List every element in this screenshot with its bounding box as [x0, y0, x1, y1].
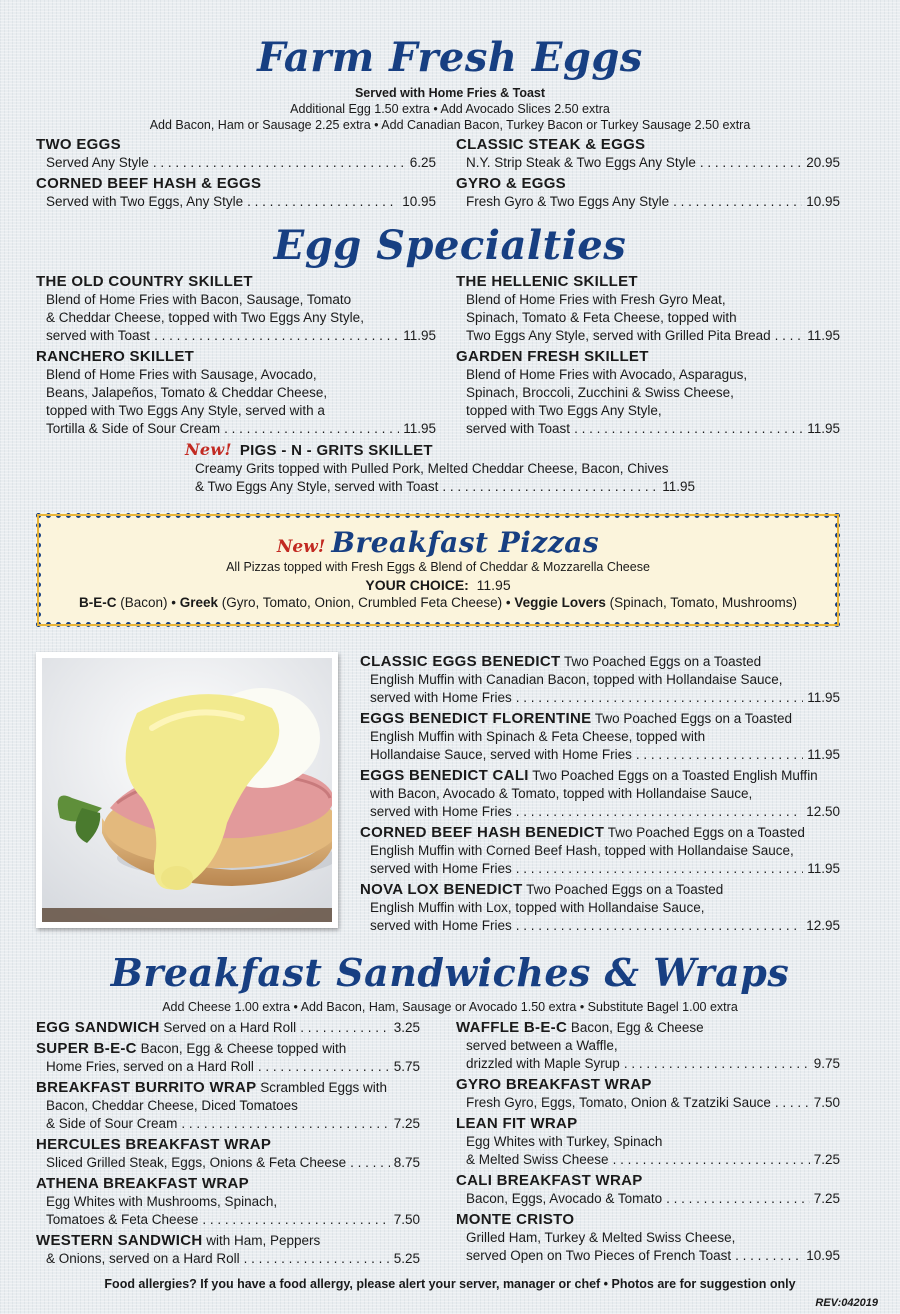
item-desc: drizzled with Maple Syrup	[466, 1056, 620, 1071]
item-desc: N.Y. Strip Steak & Two Eggs Any Style	[466, 155, 696, 170]
item-name: New! PIGS - N - GRITS SKILLET	[185, 440, 433, 459]
item-desc: Scrambled Eggs with	[256, 1080, 388, 1095]
menu-item	[36, 1135, 420, 1172]
farm-served-note: Served with Home Fries & Toast	[354, 86, 546, 100]
item-price: 8.75	[393, 1155, 420, 1170]
item-desc: Served with Two Eggs, Any Style	[46, 194, 244, 209]
item-price-line	[456, 193, 840, 211]
item-price: 7.25	[393, 1116, 420, 1131]
menu-item	[36, 1039, 420, 1076]
item-desc: Fresh Gyro & Two Eggs Any Style	[466, 194, 670, 209]
item-desc: Bacon, Egg & Cheese	[567, 1020, 704, 1035]
item-name: THE HELLENIC SKILLET	[456, 273, 638, 290]
item-price-line	[456, 1055, 840, 1073]
menu-item	[360, 823, 840, 878]
item-desc: served between a Waffle,	[466, 1038, 618, 1053]
section-title-breakfast-pizzas: Breakfast Pizzas	[331, 526, 600, 559]
item-name: MONTE CRISTO	[456, 1211, 575, 1228]
item-desc: Served Any Style	[46, 155, 149, 170]
item-desc: English Muffin with Corned Beef Hash, topped with Hollandaise Sauce,	[370, 843, 794, 858]
pizza-option-desc: (Gyro, Tomato, Onion, Crumbled Feta Cheese) •	[218, 595, 515, 610]
item-desc: Two Eggs Any Style, served with Grilled Pita Bread	[466, 328, 771, 343]
item-desc: Egg Whites with Turkey, Spinach	[466, 1134, 663, 1149]
item-desc: Fresh Gyro, Eggs, Tomato, Onion & Tzatziki Sauce	[466, 1095, 771, 1110]
item-desc: Hollandaise Sauce, served with Home Fries	[370, 747, 632, 762]
item-desc: Bacon, Cheddar Cheese, Diced Tomatoes	[46, 1098, 298, 1113]
eggs-benedict-photo	[36, 652, 338, 928]
item-desc: Blend of Home Fries with Sausage, Avocado,	[46, 367, 317, 382]
menu-item	[456, 135, 840, 172]
item-desc: & Cheddar Cheese, topped with Two Eggs Any Style,	[46, 310, 364, 325]
menu-item	[360, 880, 840, 935]
menu-item	[36, 1231, 420, 1268]
menu-item	[456, 1018, 840, 1073]
pizza-options	[41, 595, 835, 610]
item-name: CALI BREAKFAST WRAP	[456, 1172, 643, 1189]
item-price-line	[36, 1115, 420, 1133]
menu-item	[456, 1171, 840, 1208]
item-price-line	[456, 1247, 840, 1265]
item-desc: Two Poached Eggs on a Toasted	[591, 711, 793, 726]
item-desc: Beans, Jalapeños, Tomato & Cheddar Cheese,	[46, 385, 328, 400]
revision-code: REV:042019	[815, 1297, 878, 1309]
pizza-choice-price: 11.95	[476, 577, 511, 593]
item-name: CORNED BEEF HASH & EGGS	[36, 175, 262, 192]
item-price-line	[36, 1211, 420, 1229]
sandwiches-right-column	[456, 1018, 840, 1265]
item-desc: Bacon, Egg & Cheese topped with	[136, 1041, 347, 1056]
item-name: CLASSIC EGGS BENEDICT	[360, 653, 561, 670]
item-price: 7.25	[813, 1191, 840, 1206]
item-price: 11.95	[807, 747, 840, 762]
specialties-right-column	[456, 272, 840, 438]
item-price-line	[360, 860, 840, 878]
item-desc: & Onions, served on a Hard Roll	[46, 1251, 240, 1266]
item-name: RANCHERO SKILLET	[36, 348, 195, 365]
item-desc: Blend of Home Fries with Fresh Gyro Meat,	[466, 292, 726, 307]
item-name: BREAKFAST BURRITO WRAP	[36, 1079, 257, 1096]
pizza-heading	[41, 526, 835, 559]
item-price: 9.75	[813, 1056, 840, 1071]
item-price: 7.25	[813, 1152, 840, 1167]
menu-item	[456, 174, 840, 211]
item-price-line	[36, 193, 436, 211]
item-desc: served with Toast	[466, 421, 571, 436]
menu-item	[456, 1114, 840, 1169]
item-price: 10.95	[806, 1248, 840, 1263]
item-price: 5.25	[393, 1251, 420, 1266]
sandwich-extras: Add Cheese 1.00 extra • Add Bacon, Ham, Sausage or Avocado 1.50 extra • Substitute Bagel 1.00 extra	[162, 1000, 738, 1014]
new-badge: New!	[276, 537, 326, 557]
item-desc: with Bacon, Avocado & Tomato, topped with Hollandaise Sauce,	[370, 786, 753, 801]
farm-left-column	[36, 135, 436, 211]
menu-item	[36, 174, 436, 211]
menu-item	[36, 1174, 420, 1229]
item-price: 6.25	[409, 155, 436, 170]
item-price-line	[36, 154, 436, 172]
item-price: 11.95	[662, 479, 695, 494]
item-price-line	[456, 154, 840, 172]
item-name: EGG SANDWICH	[36, 1019, 160, 1036]
item-name: NOVA LOX BENEDICT	[360, 881, 523, 898]
item-name: GYRO & EGGS	[456, 175, 566, 192]
item-name: HERCULES BREAKFAST WRAP	[36, 1136, 272, 1153]
item-price: 11.95	[807, 328, 840, 343]
eggs-benedict-illustration	[42, 658, 332, 922]
item-desc: & Two Eggs Any Style, served with Toast	[195, 479, 439, 494]
sandwiches-left-column	[36, 1018, 420, 1268]
item-desc: topped with Two Eggs Any Style,	[466, 403, 662, 418]
menu-item	[360, 709, 840, 764]
item-price-line	[360, 746, 840, 764]
menu-item	[36, 1018, 420, 1037]
item-desc: served with Home Fries	[370, 861, 512, 876]
item-name: CORNED BEEF HASH BENEDICT	[360, 824, 605, 841]
menu-item	[36, 347, 436, 438]
item-price-line	[456, 420, 840, 438]
item-price: 5.75	[393, 1059, 420, 1074]
item-name: ATHENA BREAKFAST WRAP	[36, 1175, 249, 1192]
item-desc: & Side of Sour Cream	[46, 1116, 178, 1131]
item-name: WAFFLE B-E-C	[456, 1019, 568, 1036]
item-price: 20.95	[806, 155, 840, 170]
item-desc: Creamy Grits topped with Pulled Pork, Melted Cheddar Cheese, Bacon, Chives	[195, 461, 669, 476]
menu-item	[36, 135, 436, 172]
item-desc: Sliced Grilled Steak, Eggs, Onions & Feta Cheese	[46, 1155, 347, 1170]
item-name: THE OLD COUNTRY SKILLET	[36, 273, 253, 290]
item-desc: Tortilla & Side of Sour Cream	[46, 421, 221, 436]
item-desc: served with Home Fries	[370, 690, 512, 705]
section-title-egg-specialties: Egg Specialties	[273, 222, 627, 269]
item-desc: Two Poached Eggs on a Toasted	[522, 882, 724, 897]
item-price-line	[360, 803, 840, 821]
item-price-line	[360, 917, 840, 935]
pizza-choice	[41, 577, 835, 593]
item-price: 11.95	[403, 421, 436, 436]
item-name: CLASSIC STEAK & EGGS	[456, 136, 646, 153]
item-price-line	[36, 327, 436, 345]
item-price: 11.95	[807, 690, 840, 705]
item-desc: Spinach, Tomato & Feta Cheese, topped with	[466, 310, 737, 325]
item-desc: Two Poached Eggs on a Toasted	[604, 825, 805, 840]
pigs-n-grits-item	[185, 440, 695, 496]
item-desc: served with Toast	[46, 328, 151, 343]
item-desc: with Ham, Peppers	[202, 1233, 321, 1248]
item-desc: English Muffin with Lox, topped with Hollandaise Sauce,	[370, 900, 705, 915]
menu-item	[360, 766, 840, 821]
item-desc: Two Poached Eggs on a Toasted English Muffin	[528, 768, 818, 783]
item-price: 10.95	[402, 194, 436, 209]
menu-item	[456, 347, 840, 438]
item-desc: served Open on Two Pieces of French Toast	[466, 1248, 732, 1263]
item-price-line	[456, 1190, 840, 1208]
item-name: TWO EGGS	[36, 136, 121, 153]
benedict-column	[360, 652, 840, 935]
menu-item	[456, 1210, 840, 1265]
item-desc: Blend of Home Fries with Avocado, Asparagus,	[466, 367, 748, 382]
item-desc: topped with Two Eggs Any Style, served with a	[46, 403, 325, 418]
item-price: 7.50	[813, 1095, 840, 1110]
item-name: LEAN FIT WRAP	[456, 1115, 578, 1132]
farm-extras-line-2: Add Bacon, Ham or Sausage 2.25 extra • Add Canadian Bacon, Turkey Bacon or Turkey Sausage 2.50 extra	[149, 118, 751, 132]
item-price: 11.95	[807, 861, 840, 876]
specialties-left-column	[36, 272, 436, 438]
section-title-farm-fresh-eggs: Farm Fresh Eggs	[257, 34, 643, 81]
item-name: GARDEN FRESH SKILLET	[456, 348, 649, 365]
menu-item	[456, 1075, 840, 1112]
item-desc: & Melted Swiss Cheese	[466, 1152, 609, 1167]
item-name: WESTERN SANDWICH	[36, 1232, 203, 1249]
item-name: EGGS BENEDICT CALI	[360, 767, 529, 784]
pizza-option-name: Veggie Lovers	[514, 595, 606, 610]
item-price: 3.25	[393, 1020, 420, 1035]
pizza-option-desc: (Bacon) •	[116, 595, 180, 610]
item-price-line	[36, 1250, 420, 1268]
item-desc: English Muffin with Spinach & Feta Cheese, topped with	[370, 729, 706, 744]
item-price-line	[456, 1094, 840, 1112]
item-desc: English Muffin with Canadian Bacon, topped with Hollandaise Sauce,	[370, 672, 783, 687]
item-desc: Bacon, Eggs, Avocado & Tomato	[466, 1191, 663, 1206]
item-desc: Egg Whites with Mushrooms, Spinach,	[46, 1194, 278, 1209]
item-desc: served with Home Fries	[370, 918, 512, 933]
item-desc: Served on a Hard Roll	[159, 1020, 297, 1035]
item-desc: Spinach, Broccoli, Zucchini & Swiss Cheese,	[466, 385, 734, 400]
farm-extras-line-1: Additional Egg 1.50 extra • Add Avocado Slices 2.50 extra	[290, 102, 610, 116]
item-price-line	[185, 478, 695, 496]
item-price: 12.50	[806, 804, 840, 819]
item-price-line	[360, 689, 840, 707]
pizza-option-name: Greek	[179, 595, 219, 610]
item-price: 7.50	[393, 1212, 420, 1227]
menu-item	[36, 272, 436, 345]
menu-item	[456, 272, 840, 345]
pizza-choice-label: YOUR CHOICE:	[365, 577, 469, 593]
item-price-line	[36, 1058, 420, 1076]
pizza-option-name: B-E-C	[78, 595, 117, 610]
item-price-line	[36, 1154, 420, 1172]
section-title-breakfast-sandwiches: Breakfast Sandwiches & Wraps	[110, 950, 790, 995]
new-badge: New!	[185, 440, 232, 459]
item-desc: Two Poached Eggs on a Toasted	[560, 654, 762, 669]
item-price: 11.95	[807, 421, 840, 436]
item-price-line	[36, 420, 436, 438]
item-desc: Blend of Home Fries with Bacon, Sausage, Tomato	[46, 292, 352, 307]
item-price-line	[456, 327, 840, 345]
item-name: GYRO BREAKFAST WRAP	[456, 1076, 652, 1093]
item-desc: Grilled Ham, Turkey & Melted Swiss Cheese,	[466, 1230, 736, 1245]
item-price: 10.95	[806, 194, 840, 209]
item-name: SUPER B-E-C	[36, 1040, 137, 1057]
pizza-subtitle: All Pizzas topped with Fresh Eggs & Blend of Cheddar & Mozzarella Cheese	[226, 560, 650, 574]
item-price: 11.95	[403, 328, 436, 343]
item-price-line	[456, 1151, 840, 1169]
menu-item	[36, 1078, 420, 1133]
breakfast-pizzas-box	[36, 513, 840, 627]
menu-item	[360, 652, 840, 707]
item-price: 12.95	[806, 918, 840, 933]
farm-right-column	[456, 135, 840, 211]
item-name: EGGS BENEDICT FLORENTINE	[360, 710, 592, 727]
allergy-notice: Food allergies? If you have a food allergy, please alert your server, manager or chef • Photos are for suggestion only	[104, 1277, 796, 1291]
pizza-option-desc: (Spinach, Tomato, Mushrooms)	[605, 595, 797, 610]
item-desc: Tomatoes & Feta Cheese	[46, 1212, 199, 1227]
item-desc: served with Home Fries	[370, 804, 512, 819]
item-desc: Home Fries, served on a Hard Roll	[46, 1059, 254, 1074]
